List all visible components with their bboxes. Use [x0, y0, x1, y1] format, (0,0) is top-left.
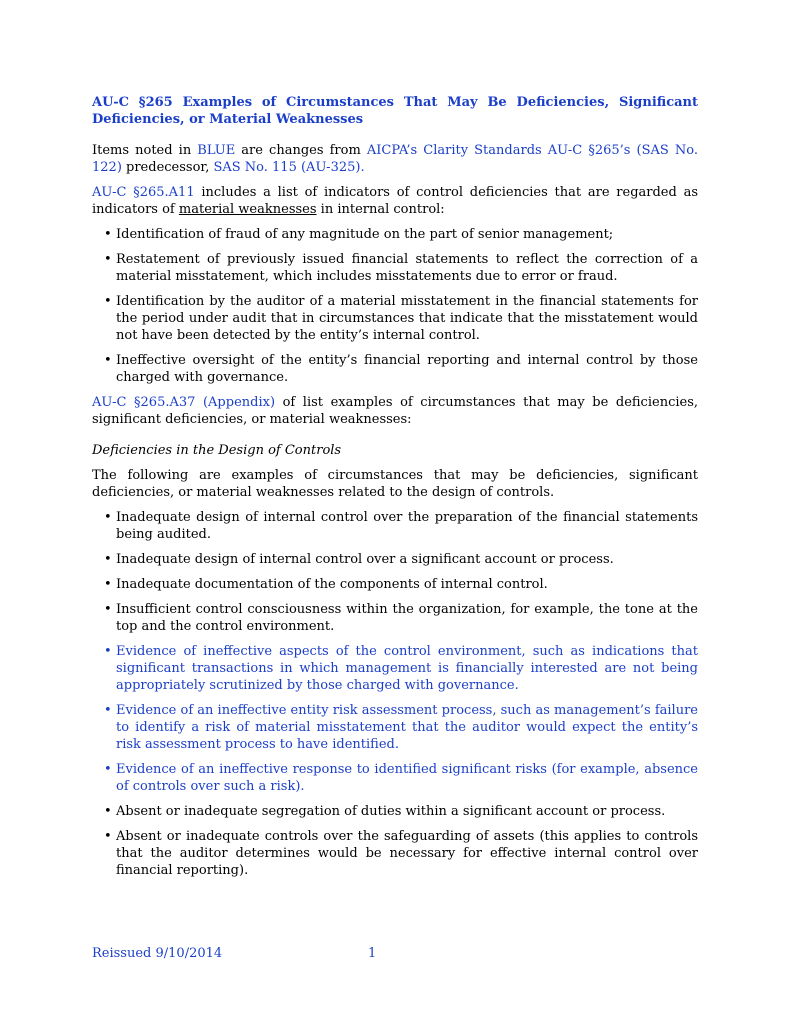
intro-text: are changes from: [235, 143, 367, 158]
list-item: [92, 251, 698, 285]
design-deficiency-list: [92, 509, 698, 879]
list-item-changed: [92, 702, 698, 753]
list-item: [92, 509, 698, 543]
list-item-text: Absent or inadequate controls over the safeguarding of assets (this applies to controls that the auditor determines would be necessary for effective internal control over financial reporting).: [116, 829, 698, 878]
bullet-icon: •: [104, 510, 112, 525]
list-item: [92, 828, 698, 879]
appendix-paragraph: [92, 394, 698, 428]
list-item-changed: [92, 761, 698, 795]
bullet-icon: •: [104, 602, 112, 617]
bullet-icon: •: [104, 829, 112, 844]
bullet-icon: •: [104, 227, 112, 242]
paragraph-text: in internal control:: [316, 202, 445, 217]
list-item-text: Insufficient control consciousness within the organization, for example, the tone at the top and the control environment.: [116, 602, 698, 634]
material-weaknesses-term: material weaknesses: [178, 202, 317, 217]
list-item-text: Inadequate design of internal control over a significant account or process.: [116, 552, 614, 567]
reissued-date: Reissued 9/10/2014: [92, 946, 223, 961]
list-item-text: Inadequate documentation of the components of internal control.: [116, 577, 548, 592]
section-subheading: Deficiencies in the Design of Controls: [92, 443, 342, 458]
list-item: [92, 551, 698, 568]
bullet-icon: •: [104, 703, 112, 718]
list-item: [92, 803, 698, 820]
list-item: [92, 576, 698, 593]
list-item: [92, 226, 698, 243]
list-item: [92, 293, 698, 344]
page-number: 1: [368, 946, 377, 961]
list-item-changed: [92, 643, 698, 694]
paragraph-text: of list examples of circumstances that may be deficiencies, significant deficiencies, or material weaknesses:: [92, 395, 698, 427]
au-c-265-a37-link[interactable]: AU-C §265.A37 (Appendix): [92, 395, 276, 410]
list-item-text: Identification by the auditor of a material misstatement in the financial statements for the period under audit that in circumstances that indicate that the misstatement would not have been detected by the entity’s internal control.: [116, 294, 698, 343]
list-item-text: Inadequate design of internal control over the preparation of the financial statements being audited.: [116, 510, 698, 542]
blue-keyword: BLUE: [197, 143, 236, 158]
list-item-text: Ineffective oversight of the entity’s financial reporting and internal control by those charged with governance.: [116, 353, 698, 385]
bullet-icon: •: [104, 577, 112, 592]
document-title: AU-C §265 Examples of Circumstances That May Be Deficiencies, Significant Deficiencies, or Material Weaknesses: [92, 95, 698, 127]
list-item-text: Identification of fraud of any magnitude on the part of senior management;: [116, 227, 614, 242]
bullet-icon: •: [104, 644, 112, 659]
list-item: [92, 352, 698, 386]
sas-115-link[interactable]: SAS No. 115 (AU-325).: [213, 160, 365, 175]
intro-text: Items noted in: [92, 143, 198, 158]
bullet-icon: •: [104, 804, 112, 819]
paragraph-text: includes a list of indicators of control deficiencies that are regarded as indicators of: [92, 185, 698, 217]
list-item-text: Evidence of an ineffective response to identified significant risks (for example, absence of controls over such a risk).: [116, 762, 698, 794]
bullet-icon: •: [104, 552, 112, 567]
list-item-text: Evidence of an ineffective entity risk assessment process, such as management’s failure to identify a risk of material misstatement that the auditor would expect the entity’s risk assessment process to have identified.: [116, 703, 698, 752]
bullet-icon: •: [104, 252, 112, 267]
list-item-text: Absent or inadequate segregation of duties within a significant account or process.: [116, 804, 666, 819]
bullet-icon: •: [104, 294, 112, 309]
list-item: [92, 601, 698, 635]
intro-text: predecessor,: [121, 160, 214, 175]
list-item-text: Restatement of previously issued financial statements to reflect the correction of a material misstatement, which includes misstatements due to error or fraud.: [116, 252, 698, 284]
design-intro-paragraph: The following are examples of circumstances that may be deficiencies, significant deficiencies, or material weaknesses related to the design of controls.: [92, 468, 698, 500]
bullet-icon: •: [104, 762, 112, 777]
intro-paragraph: [92, 142, 698, 176]
au-c-265-a11-link[interactable]: AU-C §265.A11: [92, 185, 195, 200]
clarity-standards-link[interactable]: AICPA’s Clarity Standards AU-C §265’s (SAS No. 122): [92, 143, 698, 175]
indicators-paragraph: [92, 184, 698, 218]
document-body: [92, 94, 698, 887]
bullet-icon: •: [104, 353, 112, 368]
list-item-text: Evidence of ineffective aspects of the control environment, such as indications that significant transactions in which management is financially interested are not being appropriately scrutinized by those charged with governance.: [116, 644, 698, 693]
page-footer: [92, 946, 698, 961]
indicator-list: [92, 226, 698, 386]
